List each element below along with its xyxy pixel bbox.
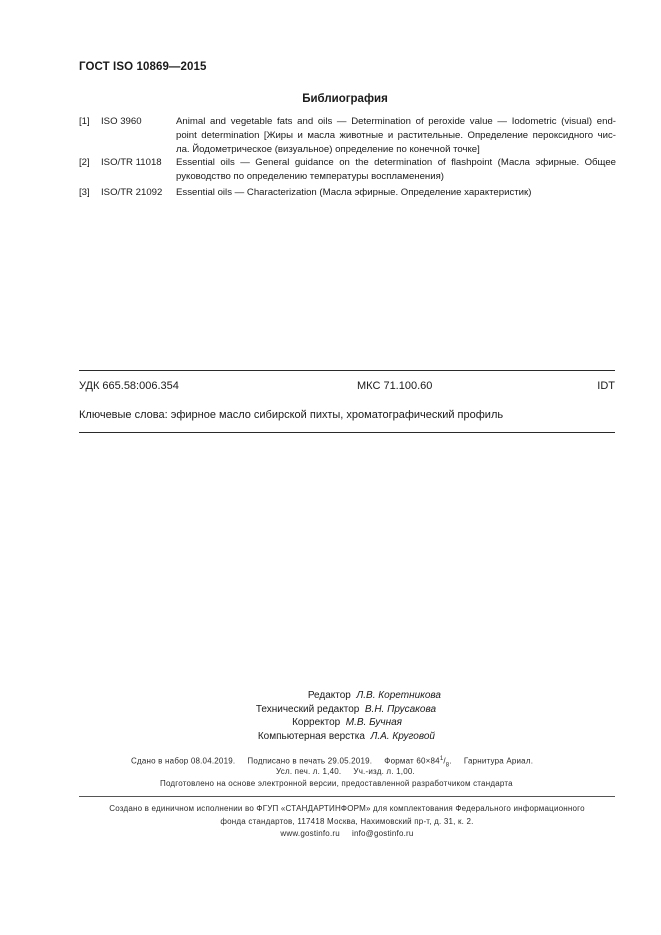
staff-label: Компьютерная верстка [257, 730, 365, 742]
bib-entry-line: Animal and vegetable fats and oils — Determination of peroxide value — Iodometric (visual) end- [176, 116, 616, 127]
bib-entry-text [176, 115, 616, 157]
divider-top [79, 370, 615, 371]
staff-proofreader [200, 716, 402, 730]
imprint-line-3: Подготовлено на основе электронной версии, предоставленной разработчиком стандарта [160, 779, 513, 788]
footer-line: Создано в единичном исполнении во ФГУП «СТАНДАРТИНФОРМ» для комплектования Федерального информационного [109, 804, 585, 813]
imprint-text: Сдано в набор 08.04.2019. Подписано в печать 29.05.2019. Формат 60×84 [131, 756, 440, 766]
staff-label: Редактор [307, 690, 351, 701]
bib-entry-line: Essential oils — General guidance on the determination of flashpoint (Масла эфирные. Общее [176, 157, 616, 168]
format-fraction-den: 8 [445, 762, 450, 769]
bib-entry-number: [2] [79, 157, 90, 168]
staff-editor [200, 689, 441, 703]
bib-entry-number: [1] [79, 116, 90, 127]
bib-entry-line: ла. Йодометрическое (визуальное) определение по конечной точке] [176, 144, 480, 155]
bib-entry-text [176, 186, 616, 200]
staff-layout [200, 730, 435, 744]
staff-name: Л.В. Коретникова [356, 690, 441, 701]
keywords: Ключевые слова: эфирное масло сибирской пихты, хроматографический профиль [79, 409, 504, 421]
staff-name: В.Н. Прусакова [364, 703, 436, 715]
bib-entry-line: руководство по определению температуры воспламенения) [176, 171, 444, 182]
footer-line: www.gostinfo.ru info@gostinfo.ru [280, 829, 414, 838]
bib-entry-code: ISO/TR 11018 [101, 157, 162, 168]
imprint-line-1: Сдано в набор 08.04.2019. Подписано в печать 29.05.2019. Формат $60\times 84^1/_8$. Гарнитура Ариал. [131, 756, 534, 769]
idt-marker: IDT [597, 380, 615, 392]
bib-entry-text [176, 156, 616, 184]
staff-label: Технический редактор [255, 703, 360, 715]
staff-label: Корректор [292, 717, 341, 728]
bib-entry-code: ISO/TR 21092 [101, 187, 163, 198]
bib-entry-line: Essential oils — Characterization (Масла эфирные. Определение характеристик) [176, 187, 532, 198]
staff-name: М.В. Бучная [345, 717, 402, 728]
bibliography-title: Библиография [302, 93, 388, 105]
imprint-line-2: Усл. печ. л. 1,40. Уч.-изд. л. 1,00. [276, 767, 415, 776]
footer-divider [79, 796, 615, 797]
udk-code: УДК 665.58:006.354 [79, 380, 179, 392]
bib-entry-line: point determination [Жиры и масла животные и растительные. Определение пероксидного чис- [176, 130, 616, 141]
footer [40, 803, 654, 841]
imprint-text: . Гарнитура Ариал. [449, 756, 534, 766]
footer-line: фонда стандартов, 117418 Москва, Нахимовский пр-т, д. 31, к. 2. [220, 816, 474, 826]
mks-code: МКС 71.100.60 [357, 380, 433, 392]
bib-entry-number: [3] [79, 187, 90, 198]
staff-credits [200, 689, 460, 743]
bib-entry-code: ISO 3960 [101, 116, 142, 127]
format-fraction-num: 1 [439, 756, 444, 762]
staff-name: Л.А. Круговой [370, 730, 435, 742]
divider-bottom [79, 432, 615, 433]
staff-tech-editor [200, 703, 436, 717]
standard-id: ГОСТ ISO 10869—2015 [79, 61, 207, 73]
